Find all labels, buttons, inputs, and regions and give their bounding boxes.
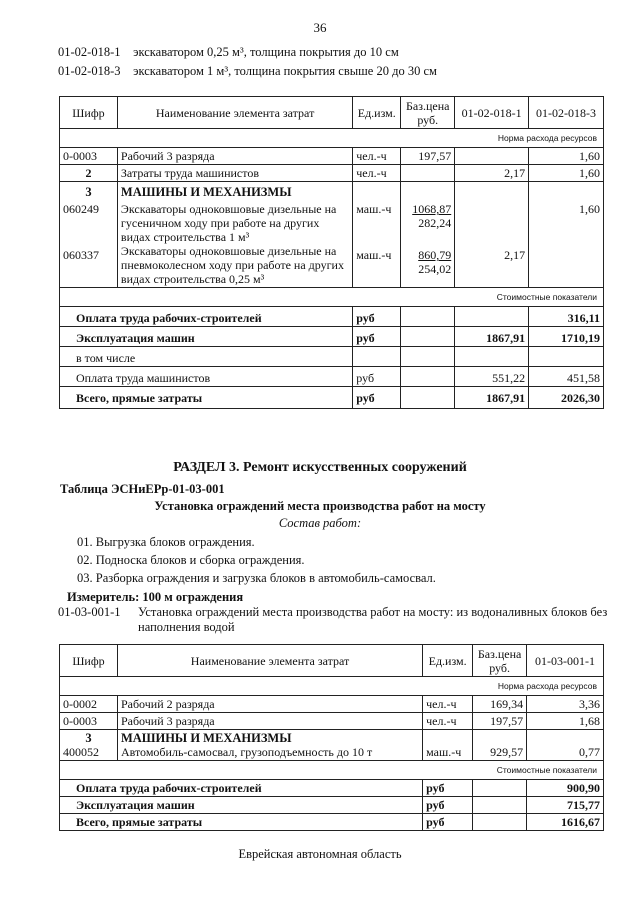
cost-label-row [60,288,604,307]
machine-code: 060249 [63,202,99,216]
cell-code [60,730,118,761]
col-c1-header: 01-02-018-1 [455,97,529,129]
cell-price [401,182,455,288]
cell-price: 197,57 [401,148,455,165]
cell-code: 0-0003 [60,713,118,730]
col-price-header: Баз.цена руб. [401,97,455,129]
cell-c1 [455,182,529,288]
cell-c1: 2,17 [455,165,529,182]
machine-unit: маш.-ч [356,202,392,216]
cost-name: Оплата труда рабочих-строителей [60,780,423,797]
cost-name: в том числе [60,347,353,367]
cost-c2: 451,58 [529,367,604,387]
cell-code: 0-0002 [60,696,118,713]
footer: Еврейская автономная область [238,847,402,861]
machine-price: 929,57 [490,745,524,759]
section-code: 3 [85,185,92,199]
cost-name: Эксплуатация машин [60,797,423,814]
cost-row [60,367,604,387]
col-unit-header: Ед.изм. [423,645,473,677]
cell-c1: 1,68 [527,713,604,730]
item-description [58,605,618,635]
cost-name: Эксплуатация машин [60,327,353,347]
cell-name: Рабочий 2 разряда [117,696,422,713]
cost-name: Всего, прямые затраты [60,814,423,831]
cost-price [401,367,455,387]
cost-row [60,387,604,409]
section-title: МАШИНЫ И МЕХАНИЗМЫ [120,185,292,199]
cost-unit: руб [423,814,473,831]
cell-c2: 1,60 [529,165,604,182]
col-c2-header: 01-02-018-3 [529,97,604,129]
machine-c1 [458,202,525,216]
cost-price [473,814,527,831]
cell-price: 169,34 [473,696,527,713]
page-number: 36 [313,20,327,35]
col-unit-header: Ед.изм. [353,97,401,129]
cell-name: Рабочий 3 разряда [117,148,352,165]
measure-unit: Измеритель: 100 м ограждения [67,590,244,604]
cost-c1: 1616,67 [527,814,604,831]
cost-row [60,307,604,327]
machine-name: Экскаваторы одноковшовые дизельные на гусеничном ходу при работе на других видах строительства 1 м³ [120,202,337,244]
cost-row [60,327,604,347]
cost-row [60,780,604,797]
cell-name [117,182,352,288]
cell-code [60,182,118,288]
table-header-row [60,645,604,677]
col-code-header: Шифр [60,645,118,677]
machines-block [60,730,604,761]
cost-row [60,347,604,367]
work-item: 03. Разборка ограждения и загрузка блоков в автомобиль-самосвал. [77,571,436,585]
cell-unit: чел.-ч [423,713,473,730]
cost-c1: 1867,91 [455,387,529,409]
col-c1-header: 01-03-001-1 [527,645,604,677]
machine-price-sub: 254,02 [418,262,452,276]
cost-c1: 1867,91 [455,327,529,347]
table-row [60,696,604,713]
cost-unit: руб [353,307,401,327]
cost-name: Оплата труда машинистов [60,367,353,387]
norm-row [60,677,604,696]
cell-name: Затраты труда машинистов [117,165,352,182]
cost-c2: 316,11 [529,307,604,327]
work-item: 02. Подноска блоков и сборка ограждения. [77,553,305,567]
cost-row [60,814,604,831]
cost-label: Стоимостные показатели [60,761,604,780]
cost-unit: руб [423,780,473,797]
machine-unit: маш.-ч [356,248,392,262]
cost-c1 [455,307,529,327]
cost-c2: 2026,30 [529,387,604,409]
resource-table-1 [59,96,604,409]
cost-name: Оплата труда рабочих-строителей [60,307,353,327]
cost-unit: руб [423,797,473,814]
cost-price [473,780,527,797]
cell-c2: 1,60 [529,148,604,165]
cost-unit: руб [353,367,401,387]
header-code: 01-02-018-1 [58,45,121,59]
table-title: Установка ограждений места производства работ на мосту [154,499,486,513]
machine-c1: 0,77 [579,745,600,759]
col-name-header: Наименование элемента затрат [117,97,352,129]
machine-name: Экскаваторы одноковшовые дизельные на пневмоколесном ходу при работе на других видах строительства 0,25 м³ [120,244,344,286]
cell-c1 [455,148,529,165]
machine-price: 860,79 [418,248,452,262]
header-text: экскаватором 0,25 м³, толщина покрытия до 10 см [133,45,399,59]
table-row [60,165,604,182]
item-text: Установка ограждений места производства работ на мосту: из водоналивных блоков без наполнения водой [138,605,608,634]
cost-unit: руб [353,327,401,347]
cost-unit: руб [353,387,401,409]
machine-code: 400052 [63,745,99,759]
cell-name [117,730,422,761]
cost-unit [353,347,401,367]
section-title: РАЗДЕЛ 3. Ремонт искусственных сооружений [173,460,467,475]
machine-code: 060337 [63,248,99,262]
norm-label: Норма расхода ресурсов [60,129,604,148]
section-code: 3 [85,731,92,745]
table-header-row [60,97,604,129]
cost-price [473,797,527,814]
cell-price: 197,57 [473,713,527,730]
work-item: 01. Выгрузка блоков ограждения. [77,535,255,549]
col-code-header: Шифр [60,97,118,129]
header-line [58,45,399,60]
cell-unit: чел.-ч [423,696,473,713]
cell-unit: чел.-ч [353,165,401,182]
cell-c2 [529,182,604,288]
cell-c1 [527,730,604,761]
cell-unit [423,730,473,761]
cost-c2: 1710,19 [529,327,604,347]
cost-c1: 900,90 [527,780,604,797]
cost-price [401,327,455,347]
machines-block [60,182,604,288]
cell-c1: 3,36 [527,696,604,713]
cell-code: 2 [60,165,118,182]
norm-label: Норма расхода ресурсов [60,677,604,696]
cost-row [60,797,604,814]
machine-name: Автомобиль-самосвал, грузоподъемность до 10 т [120,745,373,759]
section-title: МАШИНЫ И МЕХАНИЗМЫ [120,731,292,745]
header-line [58,64,437,79]
cell-unit [353,182,401,288]
col-name-header: Наименование элемента затрат [117,645,422,677]
header-code: 01-02-018-3 [58,64,121,78]
cost-label-row [60,761,604,780]
cell-price [401,165,455,182]
item-code: 01-03-001-1 [58,605,121,619]
cell-name: Рабочий 3 разряда [117,713,422,730]
cost-price [401,307,455,327]
machine-unit: маш.-ч [426,745,462,759]
cost-c1 [455,347,529,367]
cell-price [473,730,527,761]
machine-price-sub: 282,24 [418,216,452,230]
cost-c1: 715,77 [527,797,604,814]
machine-c1: 2,17 [504,248,526,262]
cost-name: Всего, прямые затраты [60,387,353,409]
cost-c1: 551,22 [455,367,529,387]
cell-unit: чел.-ч [353,148,401,165]
header-text: экскаватором 1 м³, толщина покрытия свыше 20 до 30 см [133,64,437,78]
table-row [60,148,604,165]
cost-price [401,387,455,409]
machine-c2: 1,60 [579,202,600,216]
cost-c2 [529,347,604,367]
machine-price: 1068,87 [412,202,452,216]
table-row [60,713,604,730]
cost-label: Стоимостные показатели [60,288,604,307]
cost-price [401,347,455,367]
norm-row [60,129,604,148]
col-price-header: Баз.цена руб. [473,645,527,677]
work-heading: Состав работ: [278,516,362,530]
resource-table-2 [59,644,604,831]
table-label: Таблица ЭСНиЕРр-01-03-001 [60,482,225,496]
cell-code: 0-0003 [60,148,118,165]
